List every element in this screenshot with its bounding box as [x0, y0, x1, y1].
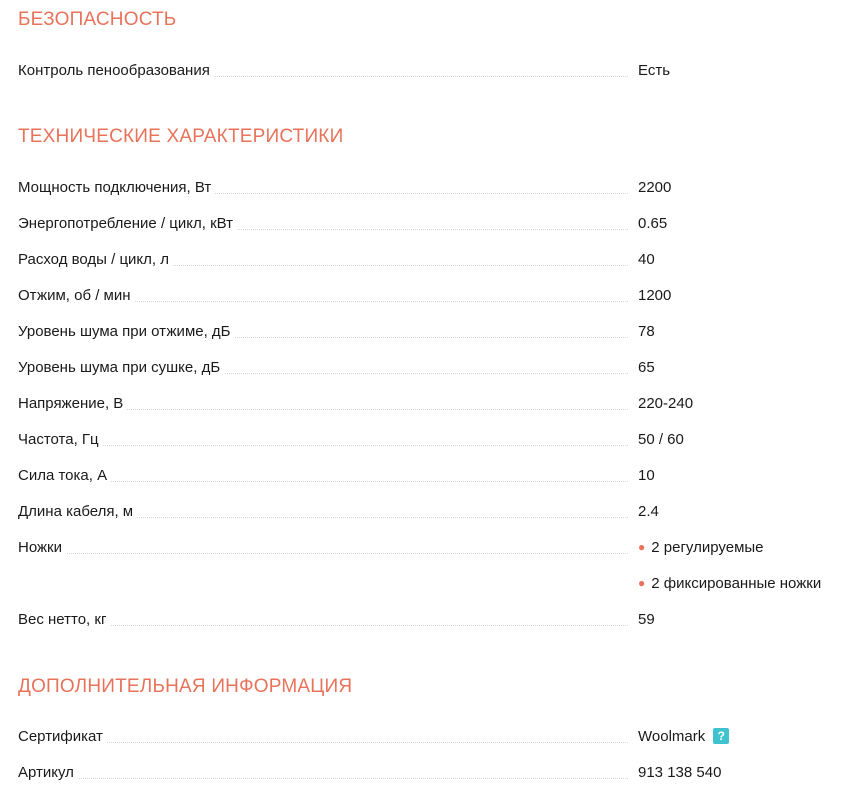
spec-row-voltage: [18, 394, 850, 414]
spec-value-with-help: [638, 727, 729, 747]
spec-row-noise-spin: [18, 322, 850, 342]
spec-label: Мощность подключения, Вт: [18, 178, 215, 198]
spec-label: Расход воды / цикл, л: [18, 250, 173, 270]
spec-label: Сертификат: [18, 727, 107, 747]
spec-label: Напряжение, В: [18, 394, 127, 414]
spec-label: Артикул: [18, 763, 78, 783]
section-title-technical: ТЕХНИЧЕСКИЕ ХАРАКТЕРИСТИКИ: [18, 126, 344, 147]
spec-value-list-item: [638, 538, 764, 558]
spec-value-text: 2 регулируемые: [651, 539, 764, 556]
spec-value: 2200: [638, 179, 672, 196]
spec-value: 40: [638, 251, 655, 268]
spec-label: Уровень шума при сушке, дБ: [18, 358, 224, 378]
spec-value: 1200: [638, 287, 672, 304]
spec-value: 59: [638, 611, 655, 628]
spec-value: 2.4: [638, 503, 659, 520]
spec-label: Уровень шума при отжиме, дБ: [18, 322, 235, 342]
spec-label: Энергопотребление / цикл, кВт: [18, 214, 237, 234]
spec-row-certificate: [18, 727, 850, 747]
spec-label: Сила тока, А: [18, 466, 111, 486]
spec-value: 50 / 60: [638, 431, 684, 448]
spec-label: Контроль пенообразования: [18, 61, 214, 81]
bullet-dot-icon: ●: [638, 576, 646, 590]
spec-row-power: [18, 178, 850, 198]
spec-value: 220-240: [638, 395, 694, 412]
spec-label: Ножки: [18, 538, 66, 558]
spec-row-energy: [18, 214, 850, 234]
spec-row-cable: [18, 502, 850, 522]
spec-value: 65: [638, 359, 655, 376]
spec-label: Частота, Гц: [18, 430, 103, 450]
spec-value-text: 2 фиксированные ножки: [651, 575, 822, 592]
spec-row-feet-continued: [18, 574, 850, 594]
bullet-dot-icon: ●: [638, 540, 646, 554]
spec-value: Есть: [638, 62, 671, 79]
spec-value: 10: [638, 467, 655, 484]
spec-row-current: [18, 466, 850, 486]
spec-row-feet: [18, 538, 850, 558]
section-title-safety: БЕЗОПАСНОСТЬ: [18, 9, 177, 30]
dotted-leader: [18, 445, 628, 446]
spec-row-frequency: [18, 430, 850, 450]
spec-value: 913 138 540: [638, 764, 722, 781]
spec-value: 0.65: [638, 215, 668, 232]
dotted-leader: [18, 553, 628, 554]
spec-row-spin: [18, 286, 850, 306]
spec-label: Отжим, об / мин: [18, 286, 135, 306]
spec-label: Длина кабеля, м: [18, 502, 137, 522]
spec-row-weight: [18, 610, 850, 630]
help-icon[interactable]: ?: [713, 728, 729, 744]
spec-value-list-item: [638, 574, 821, 594]
dotted-leader: [18, 778, 628, 779]
spec-row-noise-dry: [18, 358, 850, 378]
spec-row-water: [18, 250, 850, 270]
spec-row-article: [18, 763, 850, 783]
spec-row-foam-control: [18, 61, 850, 81]
section-title-additional: ДОПОЛНИТЕЛЬНАЯ ИНФОРМАЦИЯ: [18, 676, 353, 697]
spec-label: Вес нетто, кг: [18, 610, 110, 630]
spec-value: 78: [638, 323, 655, 340]
dotted-leader: [18, 742, 628, 743]
spec-value-text: Woolmark: [638, 728, 706, 745]
